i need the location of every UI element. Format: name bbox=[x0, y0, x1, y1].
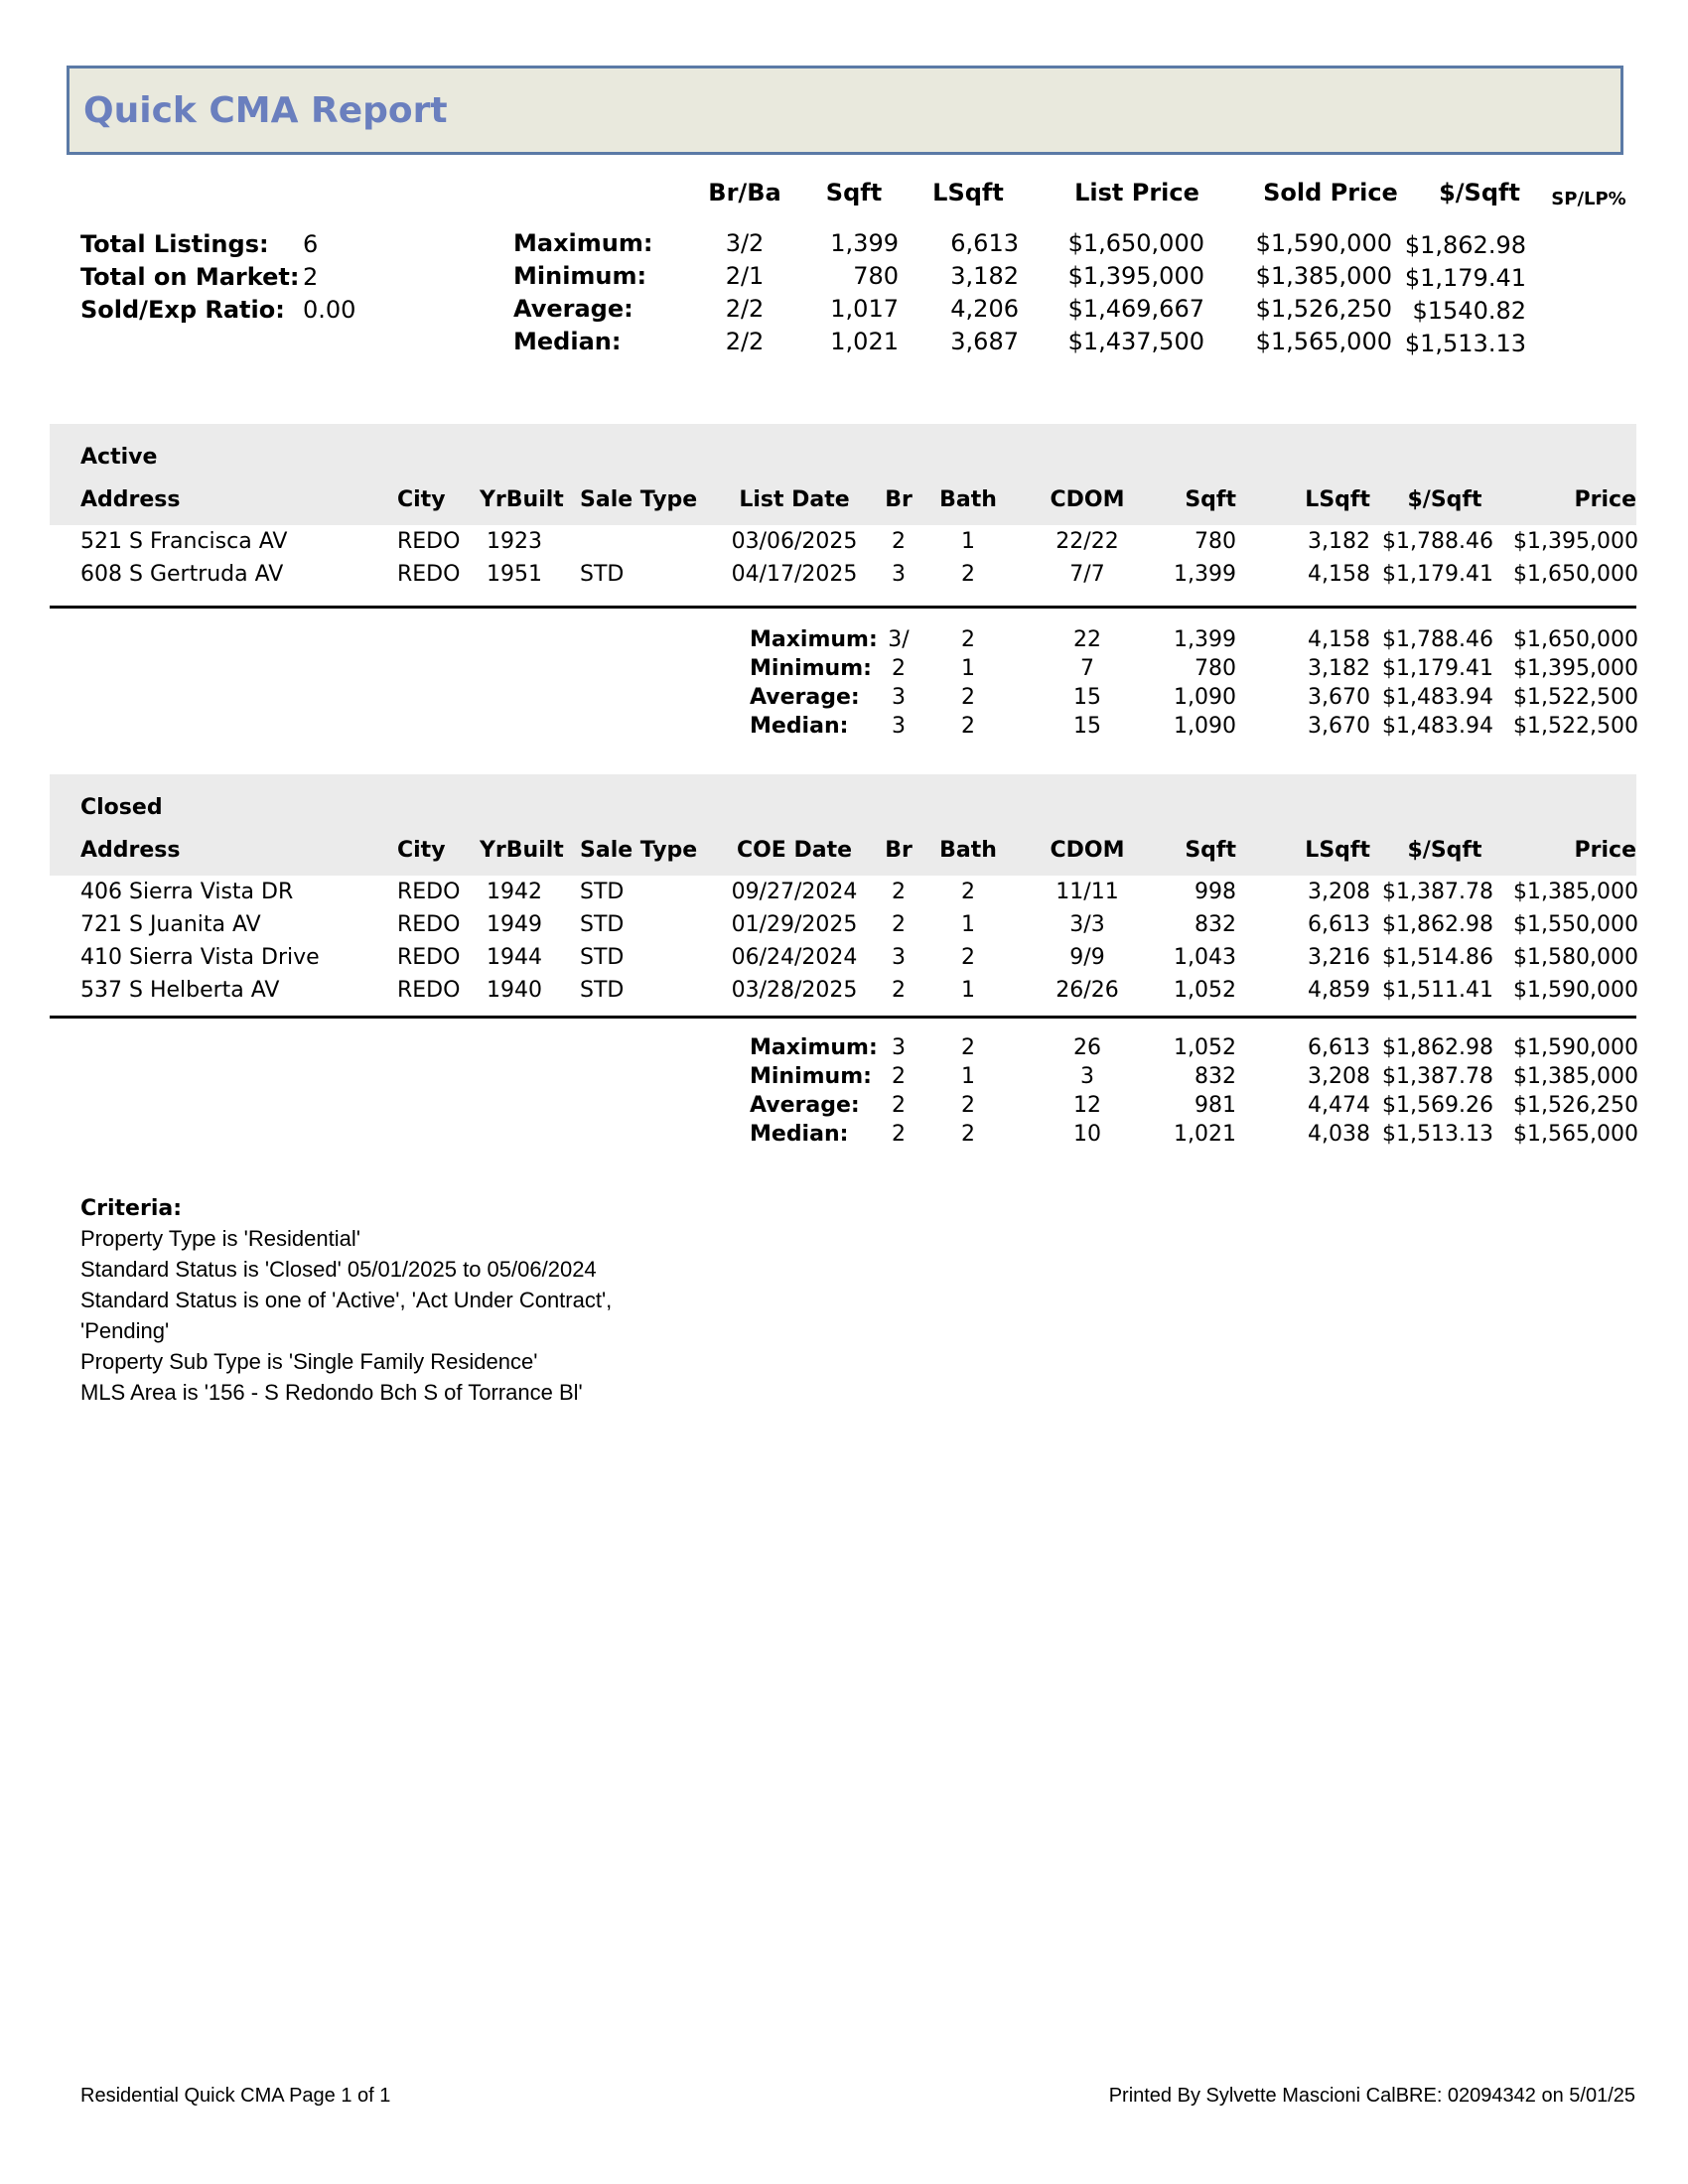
cell-city: REDO bbox=[397, 945, 461, 970]
summary-stat-list-price: $1,650,000 bbox=[1067, 229, 1204, 257]
stat-sqft: 780 bbox=[1195, 656, 1236, 681]
col-header-yrbuilt: YrBuilt bbox=[480, 838, 564, 863]
cell-yrbuilt: 1940 bbox=[487, 978, 542, 1003]
stat-lsqft: 3,670 bbox=[1308, 714, 1370, 739]
cell-address: 537 S Helberta AV bbox=[80, 978, 280, 1003]
cell-price: $1,395,000 bbox=[1513, 529, 1638, 554]
stat-label: Median: bbox=[750, 1122, 849, 1147]
stat-bath: 2 bbox=[961, 685, 975, 710]
stat-cdom: 15 bbox=[1073, 714, 1101, 739]
cell-yrbuilt: 1944 bbox=[487, 945, 542, 970]
stat-lsqft: 3,208 bbox=[1308, 1064, 1370, 1089]
cell-yrbuilt: 1951 bbox=[487, 562, 542, 587]
stat-sqft: 1,021 bbox=[1174, 1122, 1236, 1147]
stat-ppsf: $1,569.26 bbox=[1382, 1093, 1493, 1118]
cell-bath: 1 bbox=[961, 978, 975, 1003]
col-header-coe-date: COE Date bbox=[736, 838, 853, 863]
summary-stat-lsqft: 3,182 bbox=[950, 262, 1019, 290]
cell-address: 608 S Gertruda AV bbox=[80, 562, 284, 587]
stat-br: 3 bbox=[892, 1035, 906, 1060]
cell-price: $1,580,000 bbox=[1513, 945, 1638, 970]
summary-stat-lsqft: 3,687 bbox=[950, 328, 1019, 355]
cell-coe-date: 01/29/2025 bbox=[731, 912, 858, 937]
col-header-br: Br bbox=[885, 838, 913, 863]
stat-ppsf: $1,387.78 bbox=[1382, 1064, 1493, 1089]
cell-coe-date: 06/24/2024 bbox=[731, 945, 858, 970]
cell-lsqft: 3,182 bbox=[1308, 529, 1370, 554]
stat-cdom: 26 bbox=[1073, 1035, 1101, 1060]
stat-bath: 2 bbox=[961, 1035, 975, 1060]
cell-ppsf: $1,862.98 bbox=[1382, 912, 1493, 937]
cell-sale-type: STD bbox=[580, 912, 625, 937]
summary-stat-sold-price: $1,590,000 bbox=[1255, 229, 1392, 257]
stat-price: $1,395,000 bbox=[1513, 656, 1638, 681]
cell-price: $1,590,000 bbox=[1513, 978, 1638, 1003]
cell-sale-type: STD bbox=[580, 945, 625, 970]
stat-ppsf: $1,483.94 bbox=[1382, 714, 1493, 739]
closed-section-label: Closed bbox=[80, 795, 163, 820]
cell-ppsf: $1,511.41 bbox=[1382, 978, 1493, 1003]
stat-br: 3 bbox=[892, 714, 906, 739]
summary-stat-list-price: $1,395,000 bbox=[1067, 262, 1204, 290]
cell-sqft: 1,399 bbox=[1174, 562, 1236, 587]
cell-sqft: 832 bbox=[1195, 912, 1236, 937]
stat-price: $1,385,000 bbox=[1513, 1064, 1638, 1089]
stat-label: Minimum: bbox=[750, 656, 872, 681]
stat-label: Average: bbox=[750, 685, 860, 710]
summary-stat-list-price: $1,437,500 bbox=[1067, 328, 1204, 355]
cell-coe-date: 09/27/2024 bbox=[731, 880, 858, 904]
cell-ppsf: $1,387.78 bbox=[1382, 880, 1493, 904]
col-header-price: Price bbox=[1574, 487, 1636, 512]
stat-ppsf: $1,513.13 bbox=[1382, 1122, 1493, 1147]
stat-br: 2 bbox=[892, 1122, 906, 1147]
cell-ppsf: $1,179.41 bbox=[1382, 562, 1493, 587]
stat-sqft: 981 bbox=[1195, 1093, 1236, 1118]
summary-stat-sqft: 1,017 bbox=[830, 295, 899, 323]
report-title: Quick CMA Report bbox=[83, 90, 448, 131]
cell-city: REDO bbox=[397, 978, 461, 1003]
summary-stat-lsqft: 6,613 bbox=[950, 229, 1019, 257]
sold-exp-ratio-label: Sold/Exp Ratio: bbox=[80, 296, 285, 324]
cell-lsqft: 4,158 bbox=[1308, 562, 1370, 587]
stat-label: Average: bbox=[750, 1093, 860, 1118]
stat-lsqft: 3,182 bbox=[1308, 656, 1370, 681]
cell-br: 2 bbox=[892, 880, 906, 904]
stat-lsqft: 6,613 bbox=[1308, 1035, 1370, 1060]
stat-sqft: 1,399 bbox=[1174, 627, 1236, 652]
sold-exp-ratio-value: 0.00 bbox=[303, 296, 356, 324]
stat-lsqft: 4,158 bbox=[1308, 627, 1370, 652]
stat-bath: 1 bbox=[961, 656, 975, 681]
cell-city: REDO bbox=[397, 529, 461, 554]
cell-sqft: 998 bbox=[1195, 880, 1236, 904]
total-on-market-value: 2 bbox=[303, 263, 319, 291]
report-title-box bbox=[67, 66, 1623, 155]
stat-cdom: 15 bbox=[1073, 685, 1101, 710]
criteria-line: Standard Status is 'Closed' 05/01/2025 to 05/06/2024 bbox=[80, 1257, 597, 1282]
stat-bath: 1 bbox=[961, 1064, 975, 1089]
total-listings-value: 6 bbox=[303, 230, 319, 258]
col-header-city: City bbox=[397, 487, 446, 512]
cell-address: 410 Sierra Vista Drive bbox=[80, 945, 320, 970]
stat-bath: 2 bbox=[961, 714, 975, 739]
stat-ppsf: $1,179.41 bbox=[1382, 656, 1493, 681]
summary-stat-label: Minimum: bbox=[513, 262, 647, 290]
stat-sqft: 1,052 bbox=[1174, 1035, 1236, 1060]
cell-address: 521 S Francisca AV bbox=[80, 529, 288, 554]
summary-stat-ppsf: $1,513.13 bbox=[1404, 330, 1526, 357]
col-header-sqft: Sqft bbox=[1185, 838, 1236, 863]
col-header-ppsf: $/Sqft bbox=[1407, 838, 1482, 863]
cell-bath: 2 bbox=[961, 880, 975, 904]
cell-lsqft: 4,859 bbox=[1308, 978, 1370, 1003]
cell-sale-type: STD bbox=[580, 880, 625, 904]
cell-bath: 2 bbox=[961, 945, 975, 970]
cell-ppsf: $1,788.46 bbox=[1382, 529, 1493, 554]
cell-yrbuilt: 1942 bbox=[487, 880, 542, 904]
cell-bath: 1 bbox=[961, 529, 975, 554]
summary-header-sold-price: Sold Price bbox=[1263, 179, 1398, 206]
cell-cdom: 3/3 bbox=[1069, 912, 1105, 937]
cell-lsqft: 3,216 bbox=[1308, 945, 1370, 970]
stat-lsqft: 3,670 bbox=[1308, 685, 1370, 710]
criteria-line: Property Sub Type is 'Single Family Residence' bbox=[80, 1349, 538, 1374]
active-section-label: Active bbox=[80, 445, 158, 470]
cell-lsqft: 6,613 bbox=[1308, 912, 1370, 937]
cell-sale-type: STD bbox=[580, 562, 625, 587]
cell-br: 2 bbox=[892, 978, 906, 1003]
cell-city: REDO bbox=[397, 562, 461, 587]
col-header-br: Br bbox=[885, 487, 913, 512]
cell-city: REDO bbox=[397, 912, 461, 937]
stat-br: 2 bbox=[892, 1064, 906, 1089]
col-header-bath: Bath bbox=[939, 838, 997, 863]
active-divider bbox=[50, 606, 1636, 609]
criteria-line: Standard Status is one of 'Active', 'Act Under Contract', bbox=[80, 1288, 613, 1312]
cell-cdom: 11/11 bbox=[1055, 880, 1119, 904]
stat-price: $1,650,000 bbox=[1513, 627, 1638, 652]
col-header-ppsf: $/Sqft bbox=[1407, 487, 1482, 512]
summary-header-lsqft: LSqft bbox=[932, 179, 1004, 206]
stat-br: 3/ bbox=[888, 627, 910, 652]
cell-list-date: 03/06/2025 bbox=[731, 529, 858, 554]
summary-stat-ppsf: $1,179.41 bbox=[1404, 264, 1526, 292]
cell-sqft: 780 bbox=[1195, 529, 1236, 554]
criteria-line: 'Pending' bbox=[80, 1318, 170, 1343]
summary-stat-brba: 3/2 bbox=[725, 229, 765, 257]
stat-price: $1,522,500 bbox=[1513, 685, 1638, 710]
cell-br: 2 bbox=[892, 529, 906, 554]
cell-cdom: 7/7 bbox=[1069, 562, 1105, 587]
summary-stat-sold-price: $1,385,000 bbox=[1255, 262, 1392, 290]
summary-stat-label: Median: bbox=[513, 328, 622, 355]
cell-address: 406 Sierra Vista DR bbox=[80, 880, 294, 904]
cell-city: REDO bbox=[397, 880, 461, 904]
stat-label: Maximum: bbox=[750, 627, 878, 652]
col-header-address: Address bbox=[80, 487, 181, 512]
summary-stat-sqft: 780 bbox=[853, 262, 899, 290]
cell-cdom: 9/9 bbox=[1069, 945, 1105, 970]
summary-stat-sqft: 1,021 bbox=[830, 328, 899, 355]
closed-divider bbox=[50, 1016, 1636, 1019]
stat-cdom: 10 bbox=[1073, 1122, 1101, 1147]
stat-label: Median: bbox=[750, 714, 849, 739]
stat-br: 2 bbox=[892, 656, 906, 681]
cell-br: 3 bbox=[892, 562, 906, 587]
summary-stat-lsqft: 4,206 bbox=[950, 295, 1019, 323]
col-header-lsqft: LSqft bbox=[1305, 838, 1370, 863]
summary-stat-label: Maximum: bbox=[513, 229, 653, 257]
summary-stat-label: Average: bbox=[513, 295, 633, 323]
cell-sqft: 1,043 bbox=[1174, 945, 1236, 970]
stat-price: $1,565,000 bbox=[1513, 1122, 1638, 1147]
col-header-cdom: CDOM bbox=[1050, 838, 1125, 863]
criteria-line: Property Type is 'Residential' bbox=[80, 1226, 360, 1251]
stat-label: Maximum: bbox=[750, 1035, 878, 1060]
cell-bath: 1 bbox=[961, 912, 975, 937]
cell-ppsf: $1,514.86 bbox=[1382, 945, 1493, 970]
summary-header-brba: Br/Ba bbox=[708, 179, 781, 206]
col-header-address: Address bbox=[80, 838, 181, 863]
stat-cdom: 7 bbox=[1080, 656, 1094, 681]
cell-bath: 2 bbox=[961, 562, 975, 587]
col-header-bath: Bath bbox=[939, 487, 997, 512]
stat-price: $1,522,500 bbox=[1513, 714, 1638, 739]
cell-list-date: 04/17/2025 bbox=[731, 562, 858, 587]
stat-label: Minimum: bbox=[750, 1064, 872, 1089]
cell-cdom: 22/22 bbox=[1055, 529, 1119, 554]
stat-bath: 2 bbox=[961, 1122, 975, 1147]
footer-page-info: Residential Quick CMA Page 1 of 1 bbox=[80, 2085, 391, 2107]
cell-sale-type: STD bbox=[580, 978, 625, 1003]
summary-stat-sold-price: $1,565,000 bbox=[1255, 328, 1392, 355]
cell-price: $1,650,000 bbox=[1513, 562, 1638, 587]
cell-price: $1,550,000 bbox=[1513, 912, 1638, 937]
col-header-list-date: List Date bbox=[739, 487, 850, 512]
stat-price: $1,526,250 bbox=[1513, 1093, 1638, 1118]
col-header-city: City bbox=[397, 838, 446, 863]
stat-lsqft: 4,474 bbox=[1308, 1093, 1370, 1118]
criteria-heading: Criteria: bbox=[80, 1196, 183, 1221]
col-header-sale-type: Sale Type bbox=[580, 487, 698, 512]
cell-price: $1,385,000 bbox=[1513, 880, 1638, 904]
total-listings-label: Total Listings: bbox=[80, 230, 269, 258]
col-header-sqft: Sqft bbox=[1185, 487, 1236, 512]
stat-lsqft: 4,038 bbox=[1308, 1122, 1370, 1147]
stat-sqft: 1,090 bbox=[1174, 685, 1236, 710]
stat-sqft: 1,090 bbox=[1174, 714, 1236, 739]
total-on-market-label: Total on Market: bbox=[80, 263, 300, 291]
summary-stat-brba: 2/1 bbox=[725, 262, 765, 290]
stat-ppsf: $1,483.94 bbox=[1382, 685, 1493, 710]
summary-header-ppsf: $/Sqft bbox=[1439, 179, 1520, 206]
stat-ppsf: $1,788.46 bbox=[1382, 627, 1493, 652]
summary-stat-ppsf: $1,862.98 bbox=[1404, 231, 1526, 259]
col-header-price: Price bbox=[1574, 838, 1636, 863]
summary-stat-brba: 2/2 bbox=[725, 328, 765, 355]
summary-stat-brba: 2/2 bbox=[725, 295, 765, 323]
summary-stat-list-price: $1,469,667 bbox=[1067, 295, 1204, 323]
stat-br: 3 bbox=[892, 685, 906, 710]
stat-price: $1,590,000 bbox=[1513, 1035, 1638, 1060]
summary-stat-sold-price: $1,526,250 bbox=[1255, 295, 1392, 323]
summary-header-list-price: List Price bbox=[1074, 179, 1199, 206]
stat-cdom: 12 bbox=[1073, 1093, 1101, 1118]
cell-address: 721 S Juanita AV bbox=[80, 912, 261, 937]
cell-coe-date: 03/28/2025 bbox=[731, 978, 858, 1003]
stat-br: 2 bbox=[892, 1093, 906, 1118]
criteria-line: MLS Area is '156 - S Redondo Bch S of Torrance Bl' bbox=[80, 1380, 583, 1405]
cell-br: 3 bbox=[892, 945, 906, 970]
summary-stat-ppsf: $1540.82 bbox=[1412, 297, 1526, 325]
stat-cdom: 22 bbox=[1073, 627, 1101, 652]
cell-br: 2 bbox=[892, 912, 906, 937]
col-header-yrbuilt: YrBuilt bbox=[480, 487, 564, 512]
col-header-sale-type: Sale Type bbox=[580, 838, 698, 863]
footer-printed-by: Printed By Sylvette Mascioni CalBRE: 02094342 on 5/01/25 bbox=[1108, 2085, 1635, 2107]
col-header-cdom: CDOM bbox=[1050, 487, 1125, 512]
col-header-lsqft: LSqft bbox=[1305, 487, 1370, 512]
cell-sqft: 1,052 bbox=[1174, 978, 1236, 1003]
summary-stat-sqft: 1,399 bbox=[830, 229, 899, 257]
stat-bath: 2 bbox=[961, 1093, 975, 1118]
cell-yrbuilt: 1949 bbox=[487, 912, 542, 937]
stat-bath: 2 bbox=[961, 627, 975, 652]
summary-header-splp: SP/LP% bbox=[1551, 189, 1626, 209]
stat-sqft: 832 bbox=[1195, 1064, 1236, 1089]
cell-yrbuilt: 1923 bbox=[487, 529, 542, 554]
cell-lsqft: 3,208 bbox=[1308, 880, 1370, 904]
stat-cdom: 3 bbox=[1080, 1064, 1094, 1089]
summary-header-sqft: Sqft bbox=[825, 179, 883, 206]
cell-cdom: 26/26 bbox=[1055, 978, 1119, 1003]
stat-ppsf: $1,862.98 bbox=[1382, 1035, 1493, 1060]
